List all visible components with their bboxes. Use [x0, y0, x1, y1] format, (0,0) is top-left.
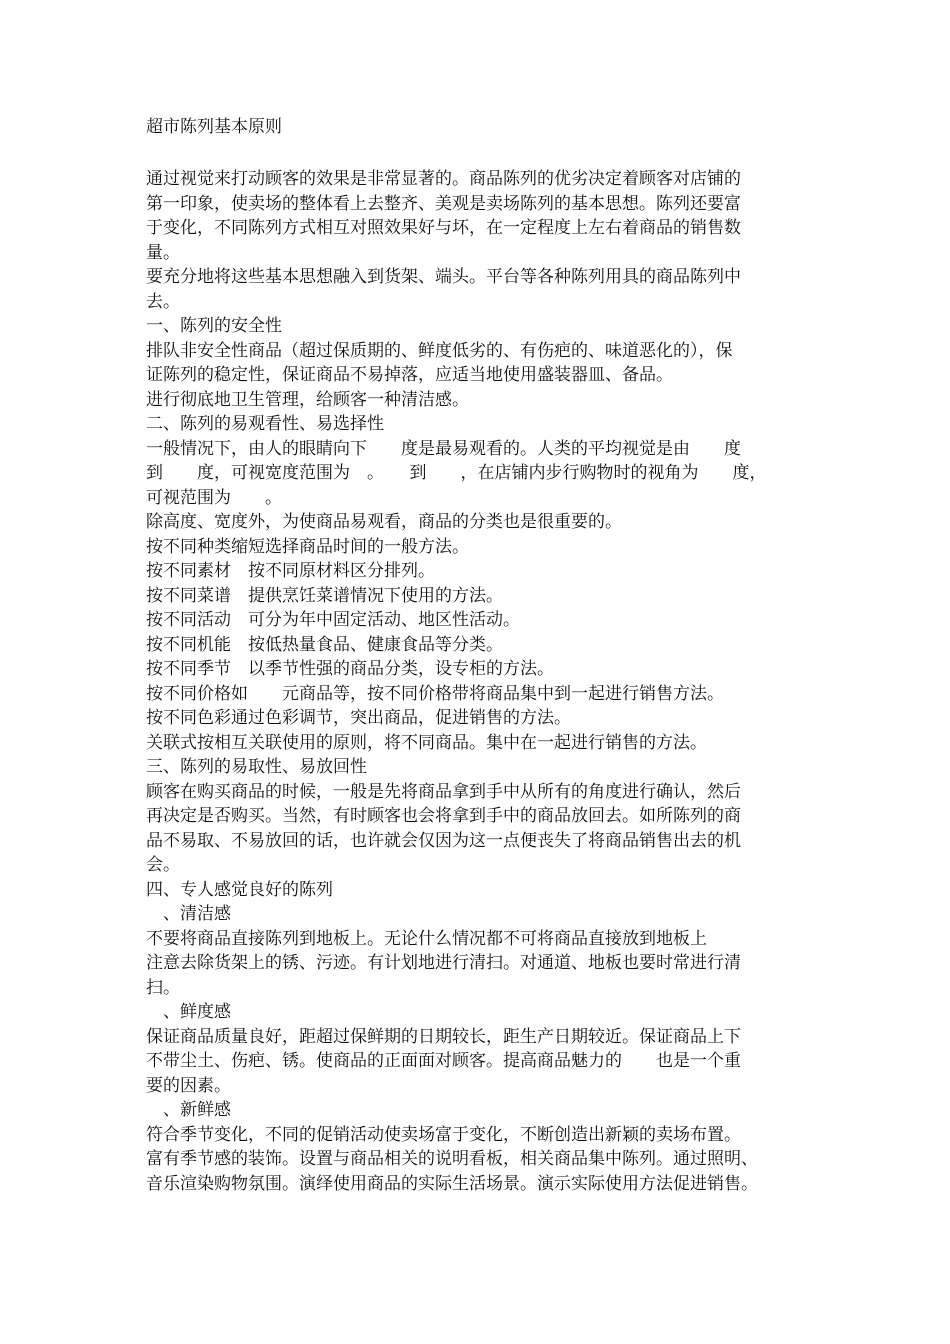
text-line: 按不同素材 按不同原材料区分排列。: [146, 561, 435, 581]
text-line: 二、陈列的易观看性、易选择性: [146, 414, 384, 434]
text-line: 第一印象，使卖场的整体看上去整齐、美观是卖场陈列的基本思想。陈列还要富: [146, 193, 741, 214]
document-body: [146, 167, 826, 1196]
text-line: 按不同机能 按低热量食品、健康食品等分类。: [146, 634, 503, 655]
text-line: 按不同价格如 元商品等，按不同价格带将商品集中到一起进行销售方法。: [146, 683, 724, 704]
text-line: 音乐渲染购物氛围。演绎使用商品的实际生活场景。演示实际使用方法促进销售。: [146, 1173, 758, 1194]
text-line: 富有季节感的装饰。设置与商品相关的说明看板，相关商品集中陈列。通过照明、: [146, 1149, 758, 1169]
text-line: 一般情况下，由人的眼睛向下 度是最易观看的。人类的平均视觉是由 度: [146, 438, 741, 459]
text-line: 扫。: [146, 977, 180, 998]
text-line: 要的因素。: [146, 1075, 231, 1096]
text-line: 、清洁感: [146, 904, 231, 924]
text-line: 关联式按相互关联使用的原则，将不同商品。集中在一起进行销售的方法。: [146, 732, 707, 753]
text-line: 于变化，不同陈列方式相互对照效果好与坏，在一定程度上左右着商品的销售数: [146, 218, 741, 238]
text-line: 保证商品质量良好，距超过保鲜期的日期较长，距生产日期较近。保证商品上下: [146, 1026, 741, 1047]
text-line: 、新鲜感: [146, 1100, 231, 1120]
text-line: 符合季节变化，不同的促销活动使卖场富于变化，不断创造出新颖的卖场布置。: [146, 1124, 741, 1145]
text-line: 按不同色彩通过色彩调节，突出商品，促进销售的方法。: [146, 708, 571, 728]
text-line: 量。: [146, 242, 180, 263]
text-line: 注意去除货架上的锈、污迹。有计划地进行清扫。对通道、地板也要时常进行清: [146, 953, 741, 973]
text-line: 四、专人感觉良好的陈列: [146, 879, 333, 900]
document-title: 超市陈列基本原则: [146, 117, 282, 137]
text-line: 除高度、宽度外，为使商品易观看，商品的分类也是很重要的。: [146, 512, 622, 532]
text-line: 不要将商品直接陈列到地板上。无论什么情况都不可将商品直接放到地板上: [146, 928, 707, 949]
text-line: 三、陈列的易取性、易放回性: [146, 757, 367, 777]
text-line: 会。: [146, 855, 180, 875]
text-line: 、鲜度感: [146, 1002, 231, 1022]
text-line: 证陈列的稳定性，保证商品不易掉落，应适当地使用盛装器皿、备品。: [146, 365, 673, 385]
text-line: 顾客在购买商品的时候，一般是先将商品拿到手中从所有的角度进行确认，然后: [146, 781, 741, 802]
text-line: 不带尘土、伤疤、锈。使商品的正面面对顾客。提高商品魅力的 也是一个重: [146, 1051, 741, 1071]
text-line: 去。: [146, 291, 180, 312]
text-line: 排队非安全性商品（超过保质期的、鲜度低劣的、有伤疤的、味道恶化的），保: [146, 340, 733, 361]
text-line: 按不同活动 可分为年中固定活动、地区性活动。: [146, 610, 520, 630]
text-line: 通过视觉来打动顾客的效果是非常显著的。商品陈列的优劣决定着顾客对店铺的: [146, 169, 741, 189]
text-line: 再决定是否购买。当然，有时顾客也会将拿到手中的商品放回去。如所陈列的商: [146, 806, 741, 826]
text-line: 按不同季节 以季节性强的商品分类，设专柜的方法。: [146, 659, 554, 679]
text-line: 品不易取、不易放回的话，也许就会仅因为这一点便丧失了将商品销售出去的机: [146, 830, 741, 851]
text-line: 要充分地将这些基本思想融入到货架、端头。平台等各种陈列用具的商品陈列中: [146, 267, 741, 287]
text-line: 一、陈列的安全性: [146, 316, 282, 336]
text-line: 按不同菜谱 提供烹饪菜谱情况下使用的方法。: [146, 585, 503, 606]
text-line: 可视范围为 。: [146, 487, 282, 508]
text-line: 按不同种类缩短选择商品时间的一般方法。: [146, 536, 469, 557]
text-line: 到 度，可视宽度范围为 。 到 ，在店铺内步行购物时的视角为 度，: [146, 463, 767, 483]
text-line: 进行彻底地卫生管理，给顾客一种清洁感。: [146, 389, 469, 410]
